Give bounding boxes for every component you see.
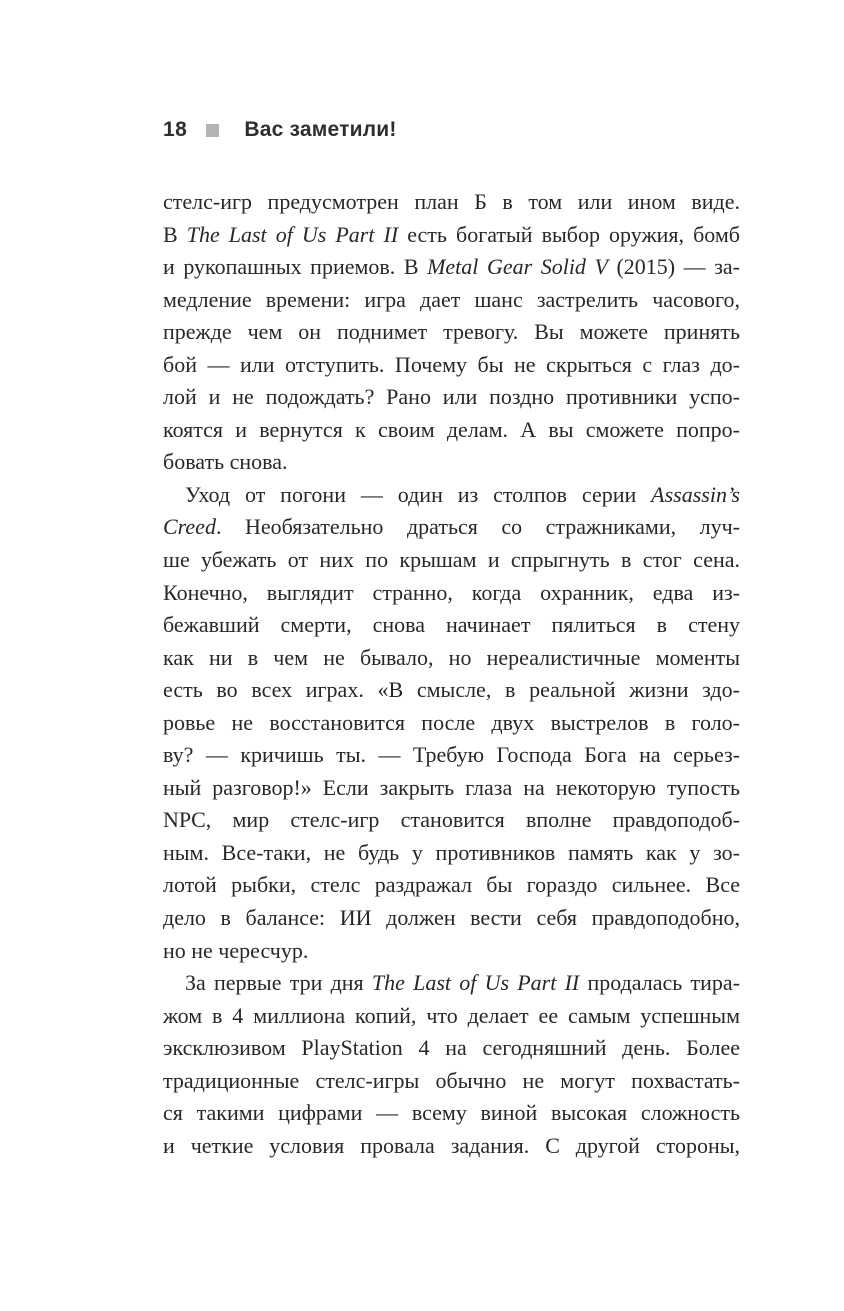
running-title: Вас заметили! <box>244 118 397 141</box>
text-line <box>163 739 740 772</box>
text-line <box>163 577 740 610</box>
text-segment: эксклюзивом PlayStation 4 на сегодняшний день. Более <box>163 1035 740 1061</box>
italic-text-segment: Metal Gear Solid V <box>427 254 608 280</box>
italic-text-segment: The Last of Us Part II <box>186 221 399 247</box>
text-line <box>163 935 740 968</box>
text-segment: стелс-игр предусмотрен план Б в том или ином виде. <box>163 189 740 214</box>
text-segment: лотой рыбки, стелс раздражал бы гораздо сильнее. Все <box>163 872 740 898</box>
text-line <box>163 1065 740 1098</box>
text-line <box>163 251 740 284</box>
text-segment: коятся и вернутся к своим делам. А вы сможете попро- <box>163 416 740 442</box>
text-line <box>163 967 740 1000</box>
text-segment: как ни в чем не бывало, но нереалистичные моменты <box>163 644 740 670</box>
text-segment: лой и не подождать? Рано или поздно противники успо- <box>163 384 740 410</box>
text-line <box>163 219 740 252</box>
text-segment: бовать снова. <box>163 449 288 475</box>
text-segment: ным. Все-таки, не будь у противников память как у зо- <box>163 839 740 865</box>
text-segment: Конечно, выглядит странно, когда охранник, едва из- <box>163 579 740 605</box>
text-segment: и рукопашных приемов. В <box>163 254 428 280</box>
text-segment: (2015) — за- <box>607 254 740 280</box>
italic-text-segment: Creed <box>163 514 216 540</box>
text-segment: традиционные стелс-игры обычно не могут похвастать- <box>163 1067 740 1093</box>
text-segment: прежде чем он поднимет тревогу. Вы можете принять <box>163 319 740 345</box>
square-bullet-icon <box>206 124 219 137</box>
text-line <box>163 869 740 902</box>
italic-text-segment: The Last of Us Part II <box>371 970 580 996</box>
text-segment: ше убежать от них по крышам и спрыгнуть в стог сена. <box>163 547 740 573</box>
text-segment: ву? — кричишь ты. — Требую Господа Бога на серьез- <box>163 742 740 768</box>
text-segment: NPC, мир стелс-игр становится вполне правдоподоб- <box>163 807 740 833</box>
text-segment: бежавший смерти, снова начинает пялиться в стену <box>163 612 740 638</box>
text-line <box>163 1032 740 1065</box>
text-line <box>163 837 740 870</box>
text-segment: но не чересчур. <box>163 937 309 963</box>
text-line <box>163 479 740 512</box>
text-segment: и четкие условия провала задания. С другой стороны, <box>163 1132 740 1158</box>
text-segment: Уход от погони — один из столпов серии <box>185 481 652 507</box>
text-segment: дело в балансе: ИИ должен вести себя правдоподобно, <box>163 905 740 931</box>
text-segment: продалась тира- <box>579 970 740 996</box>
text-line <box>163 707 740 740</box>
running-head <box>163 117 397 143</box>
text-segment: . Необязательно драться со стражниками, луч- <box>215 514 740 540</box>
text-segment: ся такими цифрами — всему виной высокая сложность <box>163 1100 740 1126</box>
text-line <box>163 544 740 577</box>
text-segment: есть богатый выбор оружия, бомб <box>398 221 740 247</box>
text-segment: ный разговор!» Если закрыть глаза на некоторую тупость <box>163 774 740 800</box>
text-line <box>163 446 740 479</box>
text-segment: За первые три дня <box>185 970 372 996</box>
text-line <box>163 1130 740 1163</box>
text-line <box>163 349 740 382</box>
text-line <box>163 511 740 544</box>
text-line <box>163 1097 740 1130</box>
text-line <box>163 674 740 707</box>
text-line <box>163 284 740 317</box>
text-line <box>163 902 740 935</box>
text-line <box>163 804 740 837</box>
text-line <box>163 414 740 447</box>
text-segment: В <box>163 221 187 247</box>
text-line <box>163 316 740 349</box>
body-text <box>163 186 740 1162</box>
text-segment: ровье не восстановится после двух выстрелов в голо- <box>163 709 740 735</box>
text-line <box>163 381 740 414</box>
text-line <box>163 642 740 675</box>
text-line <box>163 186 740 219</box>
text-segment: есть во всех играх. «В смысле, в реальной жизни здо- <box>163 677 740 703</box>
text-segment: бой — или отступить. Почему бы не скрыться с глаз до- <box>163 351 740 377</box>
text-segment: жом в 4 миллиона копий, что делает ее самым успешным <box>163 1002 740 1028</box>
italic-text-segment: Assassin’s <box>651 481 740 507</box>
text-segment: медление времени: игра дает шанс застрелить часового, <box>163 286 740 312</box>
page-number: 18 <box>163 118 188 141</box>
text-line <box>163 1000 740 1033</box>
text-line <box>163 609 740 642</box>
text-line <box>163 772 740 805</box>
